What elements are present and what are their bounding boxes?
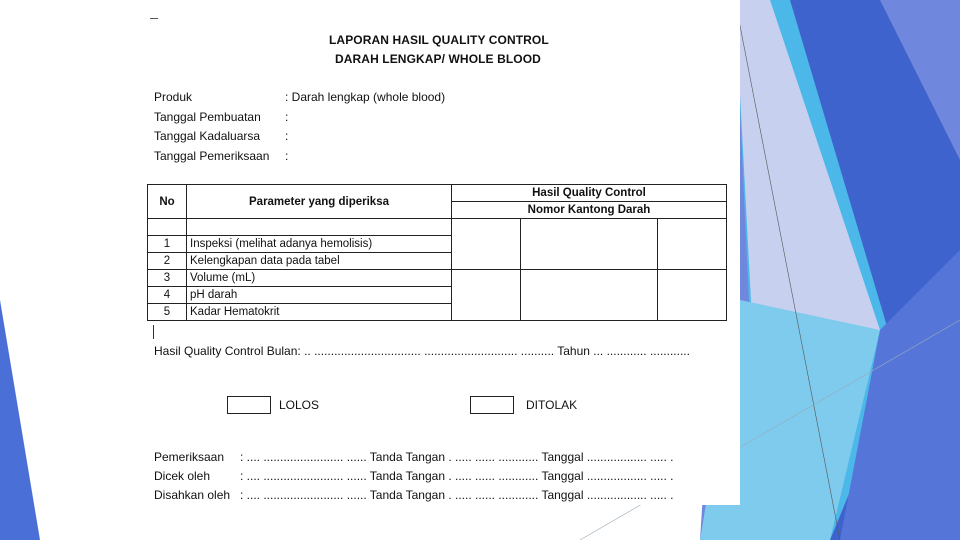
bulan-line: Hasil Quality Control Bulan: .. ................................ ............................ .......... Tahun ... ............ ............ [154,344,690,358]
ditolak-label: DITOLAK [526,398,578,412]
field-label-pemeriksaan: Tanggal Pemeriksaan [154,149,270,163]
doc-title-line2: DARAH LENGKAP/ WHOLE BLOOD [335,52,541,66]
col-qc-header: Hasil Quality Control [452,185,727,202]
signature-line-disahkan: : .... ........................ ...... Tanda Tangan . ..... ...... ............ Tanggal .................. ..... . [240,488,674,502]
signature-label-disahkan: Disahkan oleh [154,488,231,502]
field-label-pembuatan: Tanggal Pembuatan [154,110,261,124]
col-param-header: Parameter yang diperiksa [187,185,452,219]
doc-title-line1: LAPORAN HASIL QUALITY CONTROL [329,33,549,47]
kantong-cell[interactable] [452,219,521,270]
row-number: 1 [148,236,187,253]
table-header-row [148,185,727,202]
text-cursor [153,325,154,339]
kantong-cell[interactable] [658,219,727,270]
page-mark [150,18,158,19]
col-no-header: No [148,185,187,219]
field-label-produk: Produk [154,90,193,104]
row-number: 3 [148,270,187,287]
row-param: Kadar Hematokrit [187,304,452,321]
lolos-label: LOLOS [279,398,320,412]
table-spacer-row [148,219,727,236]
col-kantong-header: Nomor Kantong Darah [452,202,727,219]
kantong-cell[interactable] [521,270,658,321]
row-number: 5 [148,304,187,321]
row-number: 2 [148,253,187,270]
signature-line-dicek: : .... ........................ ...... Tanda Tangan . ..... ...... ............ Tanggal .................. ..... . [240,469,674,483]
kantong-cell[interactable] [452,270,521,321]
signature-line-pemeriksaan: : .... ........................ ...... Tanda Tangan . ..... ...... ............ Tanggal .................. ..... . [240,450,674,464]
ditolak-checkbox[interactable] [470,396,514,414]
kantong-cell[interactable] [521,219,658,270]
document-page [140,0,740,505]
row-param: pH darah [187,287,452,304]
kantong-cell[interactable] [658,270,727,321]
signature-label-pemeriksaan: Pemeriksaan [154,450,225,464]
row-number: 4 [148,287,187,304]
signature-label-dicek: Dicek oleh [154,469,211,483]
row-param: Inspeksi (melihat adanya hemolisis) [187,236,452,253]
left-accent-shape [0,300,40,540]
qc-table [147,184,727,321]
row-param: Kelengkapan data pada tabel [187,253,452,270]
row-param: Volume (mL) [187,270,452,287]
table-row [148,270,727,287]
field-value-pembuatan: : [285,110,289,124]
lolos-checkbox[interactable] [227,396,271,414]
field-value-kadaluarsa: : [285,129,289,143]
field-value-produk: : Darah lengkap (whole blood) [285,90,446,104]
field-label-kadaluarsa: Tanggal Kadaluarsa [154,129,261,143]
field-value-pemeriksaan: : [285,149,289,163]
